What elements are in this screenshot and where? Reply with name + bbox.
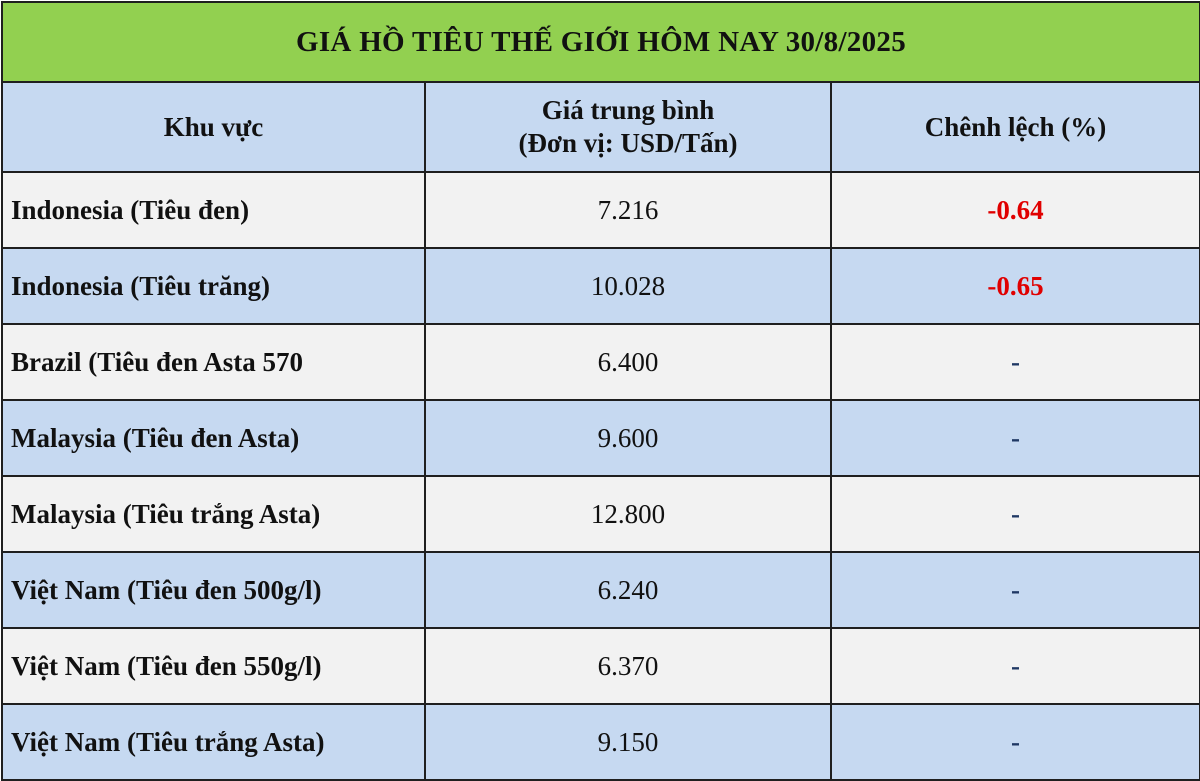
price-cell: 6.370 <box>425 628 831 704</box>
table-row <box>2 704 1200 780</box>
change-cell: - <box>831 628 1200 704</box>
region-cell: Việt Nam (Tiêu trắng Asta) <box>2 704 425 780</box>
change-cell: - <box>831 400 1200 476</box>
table-row <box>2 248 1200 324</box>
table-row <box>2 552 1200 628</box>
region-cell: Malaysia (Tiêu trắng Asta) <box>2 476 425 552</box>
change-cell: -0.64 <box>831 172 1200 248</box>
change-cell: - <box>831 324 1200 400</box>
price-cell: 9.150 <box>425 704 831 780</box>
price-cell: 12.800 <box>425 476 831 552</box>
table-row <box>2 400 1200 476</box>
header-row <box>2 82 1200 172</box>
price-cell: 9.600 <box>425 400 831 476</box>
change-cell: - <box>831 704 1200 780</box>
header-region: Khu vực <box>2 82 425 172</box>
table-row <box>2 476 1200 552</box>
table-row <box>2 324 1200 400</box>
region-cell: Indonesia (Tiêu trăng) <box>2 248 425 324</box>
region-cell: Việt Nam (Tiêu đen 550g/l) <box>2 628 425 704</box>
header-price-line1: Giá trung bình <box>541 95 715 125</box>
region-cell: Malaysia (Tiêu đen Asta) <box>2 400 425 476</box>
change-cell: -0.65 <box>831 248 1200 324</box>
region-cell: Brazil (Tiêu đen Asta 570 <box>2 324 425 400</box>
price-cell: 6.400 <box>425 324 831 400</box>
price-cell: 7.216 <box>425 172 831 248</box>
price-cell: 6.240 <box>425 552 831 628</box>
header-price <box>425 82 831 172</box>
header-change: Chênh lệch (%) <box>831 82 1200 172</box>
table-title: GIÁ HỒ TIÊU THẾ GIỚI HÔM NAY 30/8/2025 <box>2 2 1200 82</box>
price-table <box>1 1 1200 781</box>
table-row <box>2 628 1200 704</box>
header-price-line2: (Đơn vị: USD/Tấn) <box>518 128 738 158</box>
change-cell: - <box>831 552 1200 628</box>
change-cell: - <box>831 476 1200 552</box>
table-row <box>2 172 1200 248</box>
price-cell: 10.028 <box>425 248 831 324</box>
title-row <box>2 2 1200 82</box>
region-cell: Indonesia (Tiêu đen) <box>2 172 425 248</box>
region-cell: Việt Nam (Tiêu đen 500g/l) <box>2 552 425 628</box>
